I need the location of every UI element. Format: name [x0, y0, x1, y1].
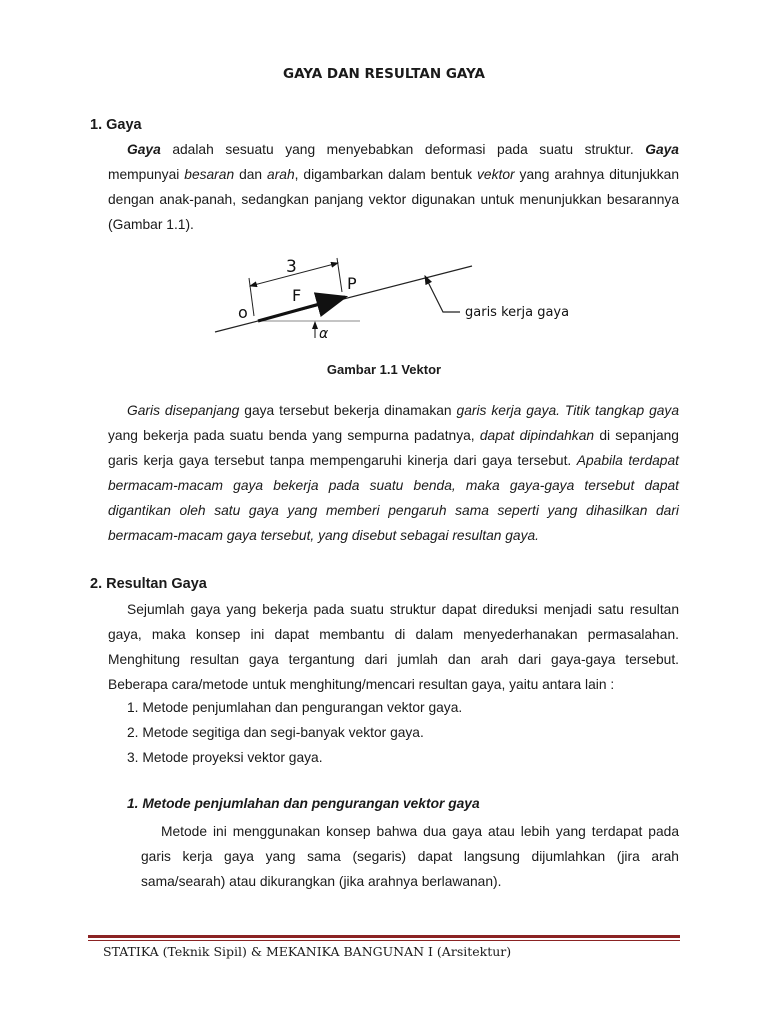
vector-figure: [0, 248, 768, 348]
leader-line: [425, 276, 460, 312]
paragraph-gaya-definition: Gaya adalah sesuatu yang menyebabkan deformasi pada suatu struktur. Gaya mempunyai besaran dan arah, digambarkan dalam bentuk vektor yang arahnya ditunjukkan dengan anak-panah, sedangkan panjang vektor digunakan untuk menunjukkan besarannya (Gambar 1.1).: [108, 142, 680, 232]
figure-caption: Gambar 1.1 Vektor: [326, 362, 442, 377]
label-line-of-action: garis kerja gaya: [465, 305, 570, 320]
paragraph-resultan-intro: Sejumlah gaya yang bekerja pada suatu struktur dapat direduksi menjadi satu resultan gaya, maka konsep ini dapat membantu di dalam menyederhanakan permasalahan. Menghitung resultan gaya tergantung dari jumlah dan arah dari gaya-gaya tersebut. Beberapa cara/metode untuk menghitung/mencari resultan gaya, yaitu antara lain :: [108, 602, 679, 692]
list-item: 2. Metode segitiga dan segi-banyak vektor gaya.: [127, 725, 424, 740]
paragraph-method-1: Metode ini menggunakan konsep bahwa dua gaya atau lebih yang terdapat pada garis kerja gaya yang sama (segaris) dapat langsung dijumlahkan (jira arah sama/searah) atau dikurangkan (jika arahnya berlawanan).: [141, 824, 679, 889]
method-list: [127, 695, 462, 770]
section-heading-gaya: 1. Gaya: [90, 117, 142, 133]
force-vector-arrow: [258, 297, 345, 321]
subsection-heading: 1. Metode penjumlahan dan pengurangan vektor gaya: [127, 796, 480, 811]
label-point: P: [347, 274, 357, 293]
extension-line-start: [249, 278, 254, 316]
page-title: GAYA DAN RESULTAN GAYA: [283, 66, 485, 82]
footer-rule-thick: [88, 935, 680, 938]
list-item: 3. Metode proyeksi vektor gaya.: [127, 750, 323, 765]
paragraph-garis-kerja: Garis disepanjang gaya tersebut bekerja dinamakan garis kerja gaya. Titik tangkap gaya yang bekerja pada suatu benda yang sempurna padatnya, dapat dipindahkan di sepanjang garis kerja gaya tersebut tanpa mempengaruhi kinerja dari gaya tersebut. Apabila terdapat bermacam-macam gaya bekerja pada suatu benda, maka gaya-gaya tersebut dapat digantikan oleh satu gaya yang memberi pengaruh sama seperti yang dihasilkan dari bermacam-macam gaya tersebut, yang disebut sebagai resultan gaya.: [108, 403, 679, 543]
label-origin: o: [238, 303, 248, 322]
footer-text: STATIKA (Teknik Sipil) & MEKANIKA BANGUNAN I (Arsitektur): [103, 944, 512, 959]
label-angle: α: [319, 326, 329, 342]
label-force: F: [292, 286, 302, 305]
list-item: 1. Metode penjumlahan dan pengurangan vektor gaya.: [127, 700, 463, 715]
footer-rule-thin: [88, 940, 680, 941]
term-gaya: Gaya: [127, 142, 161, 157]
section-heading-resultan: 2. Resultan Gaya: [90, 576, 207, 592]
label-length: 3: [286, 257, 297, 277]
